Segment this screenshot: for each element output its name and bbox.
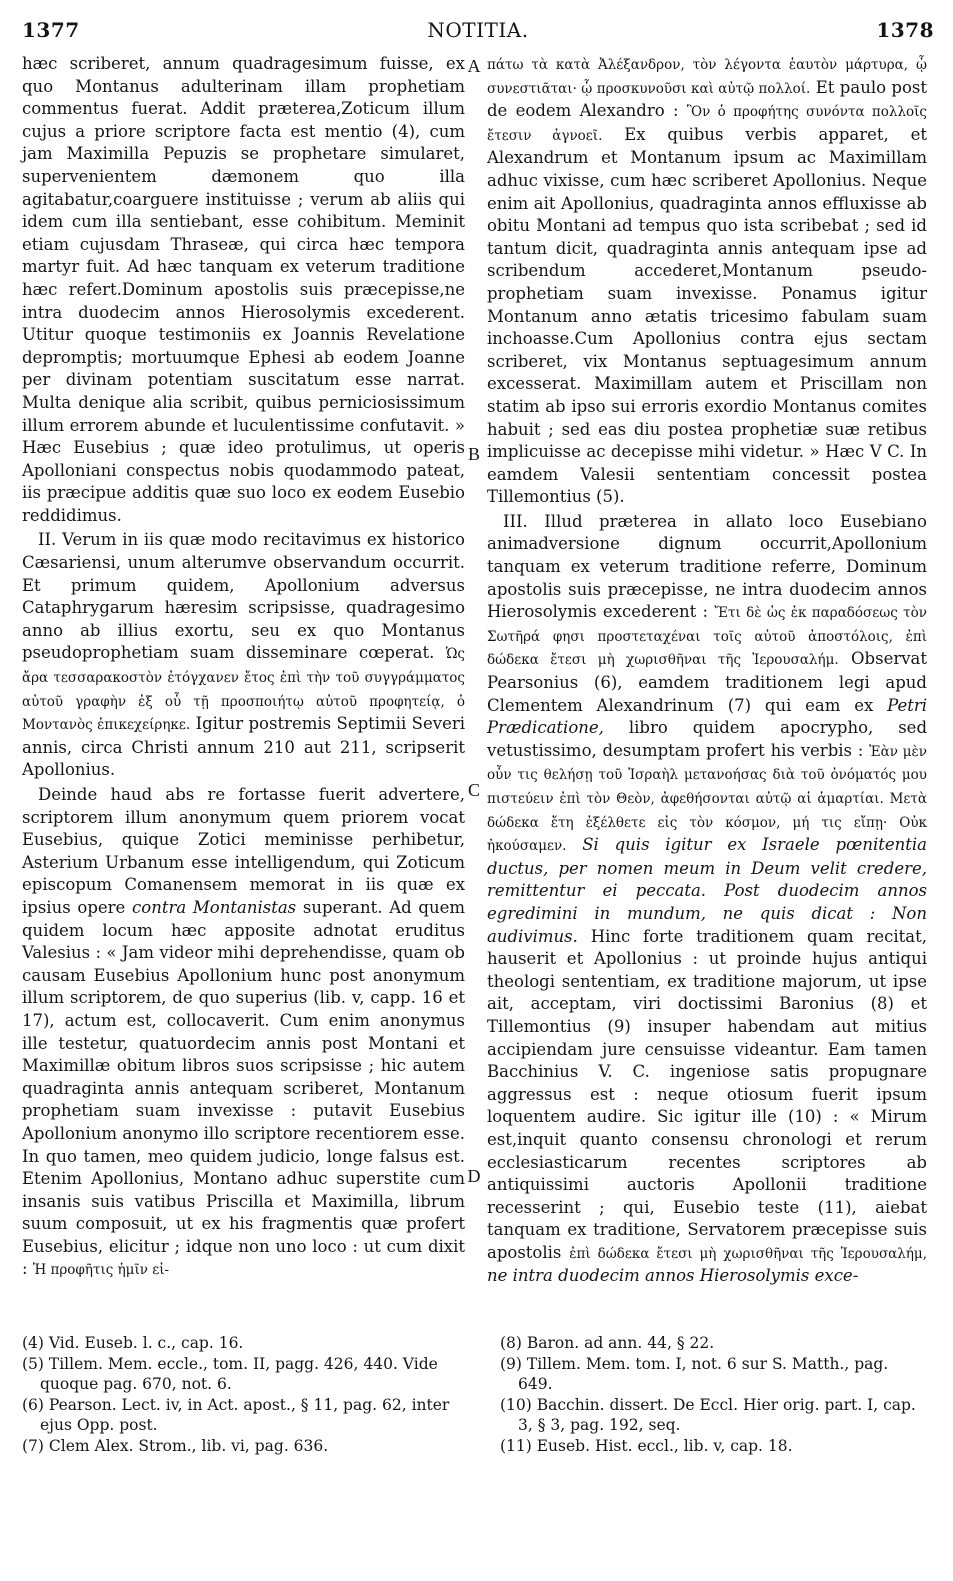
right-paragraph-2 [487,511,927,1288]
latin-translation: Si quis igitur ex Israele pœnitentia ductus, per nomen meum in Deum velit credere, remittentur ei peccata. Post duodecim annos egredimini in mundum, ne quis dicat : Non audivimus. [487,835,928,946]
footnote-10: (10) Bacchin. dissert. De Eccl. Hier orig. part. I, cap. 3, § 3, pag. 192, seq. [500,1395,916,1434]
footnotes-left [22,1333,462,1456]
left-paragraph-2 [22,529,465,782]
left-paragraph-3 [22,784,465,1282]
greek-quote-7: ἐπὶ δώδεκα ἔτεσι μὴ χωρισθῆναι τῆς Ἱερουσαλήμ, [569,1245,927,1262]
greek-quote-3: πάτω τὰ κατὰ Ἀλέξανδρον, τὸν λέγοντα ἑαυτὸν μάρτυρα, ᾧ συνεστιᾶται· ᾧ προσκυνοῦσι καὶ αὐτῷ πολλοί. [487,57,927,97]
work-title-petri-praedicatione: Petri Prædicatione, [487,695,927,738]
right-paragraph-1-text: Et paulo post de eodem Alexandro : [487,77,928,121]
left-paragraph-2-tail: Igitur postremis Septimii Severi annis, circa Christi annum 210 aut 211, scripserit Apollonius. [22,714,465,780]
left-page-number: 1377 [22,18,80,42]
footnote-8: (8) Baron. ad ann. 44, § 22. [500,1334,715,1352]
greek-quote-2: Ἡ προφῆτις ἡμῖν εἰ- [32,1262,170,1279]
greek-quote-4: Ὃν ὁ προφήτης συνόντα πολλοῖς ἔτεσιν ἀγνοεῖ. [487,104,927,144]
greek-quote-6: Ἐὰν μὲν οὖν τις θελήσῃ τοῦ Ἰσραὴλ μετανοήσας διὰ τοῦ ὀνόματός μου πιστεύειν ἐπὶ τὸν Θεὸν, ἀφεθήσονται αὐτῷ αἱ ἁμαρτίαι. Μετὰ δώδεκα ἔτη ἐξέλθετε εἰς τὸν κόσμον, μή τις εἴπῃ· Οὐκ ἠκούσαμεν. [487,743,928,855]
left-paragraph-3-text: Deinde haud abs re fortasse fuerit advertere, scriptorem illum anonymum quem priorem vocat Eusebius, quique Zotici meminisse perhibetur, Asterium Urbanum esse intelligendum, qui Zoticum episcopum Comanensem memorat in iis quæ ex ipsius opere [22,785,465,917]
left-paragraph-1: hæc scriberet, annum quadragesimum fuisse, ex quo Montanus adulterinam illam prophetiam commentus fuerat. Addit præterea,Zoticum illum cujus a priore scriptore facta est mentio (4), cum jam Maximilla Pepuzis se prophetare simularet, supervenientem dæmonem quo illa agitabatur,coarguere instituisse ; verum ab aliis qui idem cum illa sentiebant, esse cohibitum. Meminit etiam cujusdam Thraseæ, qui circa hæc tempora martyr fuit. Ad hæc tanquam ex veterum traditione hæc refert.Dominum apostolis suis præcepisse,ne intra duodecim annos Hierosolymis excederent. Utitur quoque testimoniis ex Joannis Revelatione depromptis; mortuumque Ephesi ab eodem Joanne per divinam potentiam suscitatum esse narrat. Multa denique alia scribit, quibus perniciosissimum illum errorem abunde et luculentissime confutavit. » Hæc Eusebius ; quæ ideo protulimus, ut operis Apolloniani conspectus nobis quodammodo pateat, iis præcipue additis quæ suo loco ex eodem Eusebio reddidimus. [22,54,465,525]
margin-letter-c: C [467,780,480,800]
footnote-11: (11) Euseb. Hist. eccl., lib. v, cap. 18. [500,1436,793,1455]
footnotes-right [500,1333,925,1456]
left-column [22,53,465,1282]
footnote-5: (5) Tillem. Mem. eccle., tom. II, pagg. 426, 440. Vide quoque pag. 670, not. 6. [22,1354,438,1393]
right-paragraph-2-end: ne intra duodecim annos Hierosolymis exce- [487,1266,859,1286]
work-title-contra-montanistas: contra Montanistas [132,897,297,917]
margin-letter-d: D [467,1166,481,1186]
footnote-7: (7) Clem Alex. Strom., lib. vi, pag. 636. [22,1436,329,1455]
margin-letter-a: A [467,56,481,76]
page-header [22,18,934,46]
right-paragraph-2-b: Observat Pearsonius (6), eamdem traditionem legi apud Clementem Alexandrinum (7) qui eam ex [487,649,928,715]
greek-quote-1: Ὡς ἄρα τεσσαρακοστὸν ἐτόγχανεν ἔτος ἐπὶ τὴν τοῦ συγγράμματος αὐτοῦ γραφὴν ἐξ οὗ τῇ προσποιήτῳ αὐτοῦ προφητείᾳ, ὁ Μοντανὸς ἐπικεχείρηκε. [22,646,465,734]
left-paragraph-2-text: II. Verum in iis quæ modo recitavimus ex historico Cæsariensi, unum alterumve observandum occurrit. Et primum quidem, Apollonium adversus Cataphrygarum hæresim scripsisse, quadragesimo anno ab illius exortu, seu ex quo Montanus pseudoprophetiam suam disseminare cœperat. [22,530,465,663]
footnote-9: (9) Tillem. Mem. tom. I, not. 6 sur S. Matth., pag. 649. [500,1354,889,1393]
left-paragraph-3-tail: superant. Ad quem quidem locum hæc apposite adnotat eruditus Valesius : « Jam videor mihi deprehendisse, quam ob causam Eusebius Apollonium hunc post anonymum illum scriptorem, de quo superius (lib. v, capp. 16 et 17), actum est, collocaverit. Cum enim anonymus ille testetur, quatuordecim annis post Montani et Maximillæ obitum libros suos scripsisse ; hic autem quadraginta annis antequam scriberet, Montanum prophetiam suam invexisse : putavit Eusebius Apollonium anonymo illo scriptore recentiorem esse. In quo tamen, meo quidem judicio, longe falsus est. Etenim Apollonius, Montano adhuc superstite cum insanis suis vatibus Priscilla et Maximilla, librum suum composuit, ut ex his fragmentis quæ profert Eusebius, elicitur ; idque non uno loco : ut cum dixit : [22,897,466,1279]
right-paragraph-2-text: III. Illud præterea in allato loco Eusebiano animadversione dignum occurrit,Apollonium tanquam ex veterum traditione referre, Dominum apostolis suis præcepisse, ne intra duodecim annos Hierosolymis excederent : [487,511,927,622]
right-paragraph-1 [487,53,927,509]
running-title: NOTITIA. [427,18,529,42]
right-paragraph-1-tail: Ex quibus verbis apparet, et Alexandrum et Montanum ipsum ac Maximillam adhuc vixisse, cum hæc scriberet Apollonius. Neque enim ait Apollonius, quadraginta annos effluxisse ab obitu Montani ad tempus quo ista scribebat ; sed id tantum dicit, quadraginta annis antequam ipse ad scribendum accederet,Montanum pseudo-prophetiam suam invexisse. Ponamus igitur Montanum anno ætatis tricesimo fabulam suam inchoasse.Cum Apollonius contra ejus sectam scriberet, vix Montanus septuagesimum annum excesserat. Maximillam autem et Priscillam non statim ab ipso sui erroris exordio Montanus comites habuit ; sed eas diu postea prophetiæ suæ retibus implicuisse ac decepisse mihi videtur. » Hæc V C. In eamdem Valesii sententiam concessit postea Tillemontius (5). [487,124,927,507]
right-page-number: 1378 [876,18,934,42]
margin-letter-b: B [467,444,480,464]
right-column [487,53,927,1288]
right-paragraph-2-f: Hinc forte traditionem quam recitat, hauserit et Apollonius : ut proinde hujus antiqui theologi sententiam, ex traditione majorum, ut ipse ait, acceptam, viri doctissimi Baronius (8) et Tillemontius (9) insuper habendam aut mitius accipiendam jure censuisse videantur. Eam tamen Bacchinius V. C. ingeniose satis propugnare aggressus est : neque otiosum fuerit ipsum loquentem audire. Sic igitur ille (10) : « Mirum est,inquit quanto consensu chronologi et rerum ecclesiasticarum recentes scriptores ab antiquissimi auctoris Apollonii traditione recesserint ; qui, Eusebio teste (11), aiebat tanquam ex traditione, Servatorem præcepisse suis apostolis [487,926,927,1262]
footnote-6: (6) Pearson. Lect. iv, in Act. apost., § 11, pag. 62, inter ejus Opp. post. [22,1395,450,1434]
greek-quote-5: Ἔτι δὲ ὡς ἐκ παραδόσεως τὸν Σωτῆρά φησι προστεταχέναι τοῖς αὐτοῦ ἀποστόλοις, ἐπὶ δώδεκα ἔτεσι μὴ χωρισθῆναι τῆς Ἱερουσαλήμ. [487,605,927,669]
footnote-4: (4) Vid. Euseb. l. c., cap. 16. [22,1334,244,1352]
right-paragraph-2-d: libro quidem apocrypho, sed vetustissimo, desumptam profert his verbis : [487,718,928,760]
